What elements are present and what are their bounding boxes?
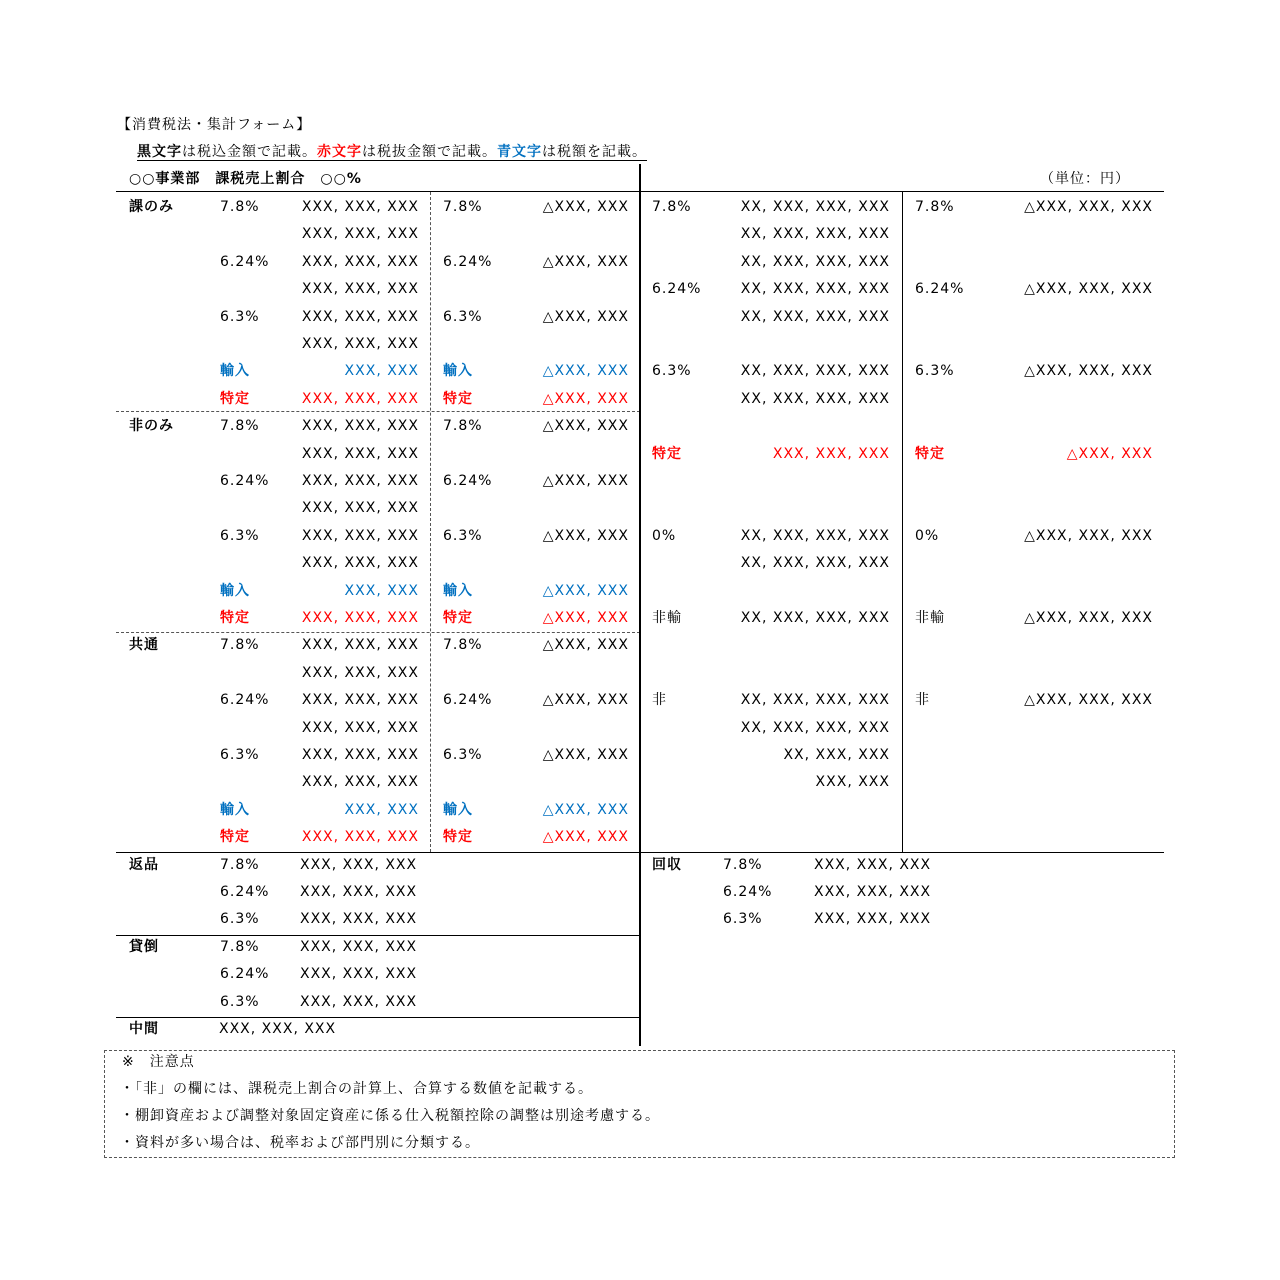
amount-incl: XXX, XXX, XXX	[301, 500, 419, 517]
amount-tax: △XXX, XXX, XXX	[1024, 281, 1153, 298]
amount-value: XXX, XXX, XXX	[300, 856, 418, 873]
amount-incl: XXX, XXX, XXX	[301, 199, 419, 215]
amount-incl: XXX, XXX, XXX	[301, 774, 419, 791]
amount-tax: △XXX, XXX	[542, 610, 629, 626]
amount-incl: XX, XXX, XXX, XXX	[740, 527, 890, 544]
rate-label: 非	[915, 692, 930, 709]
rate-label: 6.24%	[220, 473, 270, 489]
amount-incl: XXX, XXX, XXX	[301, 390, 419, 407]
legend-blue-desc: は税額を記載。	[542, 144, 647, 160]
rate-label: 7.8%	[443, 418, 483, 435]
unit-label: （単位：円）	[1040, 171, 1130, 187]
notes-title: ※ 注意点	[122, 1054, 195, 1070]
rate-label: 特定	[443, 829, 473, 846]
section-label: 非のみ	[129, 418, 174, 435]
amount-tax: △XXX, XXX	[542, 253, 629, 270]
rate-label: 6.3%	[443, 527, 483, 544]
rate-label: 特定	[220, 829, 250, 846]
amount-value: XXX, XXX, XXX	[219, 1021, 337, 1037]
amount-incl: XX, XXX, XXX, XXX	[740, 390, 890, 407]
rate-label: 特定	[915, 445, 945, 462]
color-legend	[137, 145, 647, 161]
dept-line: ○○事業部 課税売上割合 ○○%	[129, 171, 362, 187]
rate-label: 0%	[915, 527, 940, 544]
legend-blue-word: 青文字	[497, 144, 542, 160]
legend-red-desc: は税抜金額で記載。	[362, 144, 497, 160]
grid-vline	[430, 192, 431, 852]
rate-label: 非輸	[915, 610, 945, 626]
amount-incl: XXX, XXX, XXX	[301, 829, 419, 846]
amount-tax: △XXX, XXX	[542, 801, 629, 818]
rate-label: 6.24%	[443, 473, 493, 489]
rate-label: 7.8%	[443, 199, 483, 215]
rate-label: 特定	[443, 390, 473, 407]
rate-label: 6.3%	[220, 308, 260, 325]
amount-tax: △XXX, XXX	[542, 747, 629, 763]
rate-label: 0%	[652, 527, 677, 544]
amount-incl: XXX, XXX, XXX	[301, 719, 419, 736]
amount-incl: XXX, XXX, XXX	[301, 253, 419, 270]
rate-label: 6.24%	[915, 281, 965, 298]
section-label: 課のみ	[129, 199, 174, 215]
amount-incl: XXX, XXX, XXX	[301, 226, 419, 243]
rate-label: 非輸	[652, 610, 682, 626]
amount-tax: △XXX, XXX	[542, 308, 629, 325]
rate-label: 6.3%	[915, 363, 955, 380]
amount-tax: △XXX, XXX	[542, 527, 629, 544]
note-item: ・棚卸資産および調整対象固定資産に係る仕入税額控除の調整は別途考慮する。	[120, 1108, 660, 1124]
legend-black-desc: は税込金額で記載。	[182, 144, 317, 160]
rate-label: 特定	[220, 390, 250, 407]
legend-red-word: 赤文字	[317, 144, 362, 160]
grid-hline	[116, 935, 640, 936]
rate-label: 輸入	[220, 363, 250, 380]
amount-incl: XXX, XXX, XXX	[301, 692, 419, 709]
amount-incl: XXX, XXX, XXX	[301, 610, 419, 626]
section-label: 中間	[129, 1021, 159, 1037]
amount-tax: △XXX, XXX, XXX	[1024, 610, 1153, 626]
amount-value: XXX, XXX, XXX	[300, 993, 418, 1010]
rate-label: 6.3%	[220, 993, 260, 1010]
amount-tax: △XXX, XXX, XXX	[1024, 527, 1153, 544]
section-label: 返品	[129, 856, 159, 873]
amount-tax: △XXX, XXX	[542, 692, 629, 709]
rate-label: 7.8%	[220, 938, 260, 955]
amount-tax: △XXX, XXX	[542, 637, 629, 654]
amount-incl: XXX, XXX, XXX	[301, 664, 419, 681]
amount-incl: XXX, XXX, XXX	[301, 336, 419, 352]
amount-incl: XXX, XXX	[344, 801, 419, 818]
rate-label: 6.3%	[443, 747, 483, 763]
amount-incl: XXX, XXX, XXX	[301, 747, 419, 763]
amount-tax: △XXX, XXX	[542, 390, 629, 407]
amount-tax: △XXX, XXX	[542, 363, 629, 380]
rate-label: 7.8%	[723, 856, 763, 873]
amount-incl: XXX, XXX	[344, 363, 419, 380]
amount-tax: △XXX, XXX	[542, 199, 629, 215]
amount-tax: △XXX, XXX	[542, 473, 629, 489]
amount-tax: △XXX, XXX	[542, 582, 629, 599]
grid-vline	[902, 192, 903, 852]
amount-incl: XX, XXX, XXX, XXX	[740, 199, 890, 215]
rate-label: 輸入	[443, 363, 473, 380]
grid-hline	[116, 632, 640, 633]
amount-incl: XXX, XXX, XXX	[772, 445, 890, 462]
amount-value: XXX, XXX, XXX	[300, 911, 418, 928]
grid-hline	[116, 411, 640, 412]
rate-label: 特定	[652, 445, 682, 462]
amount-incl: XXX, XXX, XXX	[301, 555, 419, 572]
rate-label: 6.24%	[220, 253, 270, 270]
rate-label: 7.8%	[443, 637, 483, 654]
amount-incl: XXX, XXX, XXX	[301, 281, 419, 298]
form-title: 【消費税法・集計フォーム】	[117, 117, 312, 133]
amount-incl: XX, XXX, XXX, XXX	[740, 610, 890, 626]
rate-label: 6.24%	[443, 253, 493, 270]
amount-value: XXX, XXX, XXX	[300, 966, 418, 983]
amount-incl: XX, XXX, XXX, XXX	[740, 281, 890, 298]
amount-incl: XXX, XXX	[344, 582, 419, 599]
rate-label: 7.8%	[220, 418, 260, 435]
rate-label: 6.3%	[220, 747, 260, 763]
rate-label: 7.8%	[220, 199, 260, 215]
rate-label: 6.3%	[652, 363, 692, 380]
amount-value: XXX, XXX, XXX	[814, 856, 932, 873]
amount-incl: XXX, XXX	[815, 774, 890, 791]
amount-incl: XX, XXX, XXX, XXX	[740, 308, 890, 325]
amount-tax: △XXX, XXX, XXX	[1024, 363, 1153, 380]
amount-value: XXX, XXX, XXX	[814, 911, 932, 928]
amount-tax: △XXX, XXX, XXX	[1024, 692, 1153, 709]
amount-tax: △XXX, XXX, XXX	[1024, 199, 1153, 215]
amount-incl: XX, XXX, XXX, XXX	[740, 363, 890, 380]
amount-value: XXX, XXX, XXX	[300, 884, 418, 900]
rate-label: 6.24%	[723, 884, 773, 900]
amount-incl: XXX, XXX, XXX	[301, 473, 419, 489]
amount-incl: XXX, XXX, XXX	[301, 418, 419, 435]
rate-label: 6.24%	[443, 692, 493, 709]
grid-hline	[116, 1017, 640, 1018]
rate-label: 特定	[220, 610, 250, 626]
rate-label: 6.24%	[220, 884, 270, 900]
rate-label: 輸入	[220, 582, 250, 599]
rate-label: 6.24%	[652, 281, 702, 298]
note-item: ・「非」の欄には、課税売上割合の計算上、合算する数値を記載する。	[120, 1081, 593, 1097]
amount-incl: XXX, XXX, XXX	[301, 527, 419, 544]
amount-tax: △XXX, XXX	[542, 418, 629, 435]
rate-label: 輸入	[443, 801, 473, 818]
amount-incl: XX, XXX, XXX, XXX	[740, 226, 890, 243]
section-label: 回収	[652, 856, 682, 873]
amount-incl: XX, XXX, XXX, XXX	[740, 253, 890, 270]
section-label: 共通	[129, 637, 159, 654]
rate-label: 6.24%	[220, 692, 270, 709]
rate-label: 6.3%	[220, 527, 260, 544]
amount-value: XXX, XXX, XXX	[300, 938, 418, 955]
amount-incl: XX, XXX, XXX	[783, 747, 890, 763]
rate-label: 輸入	[220, 801, 250, 818]
grid-vline	[639, 164, 641, 1046]
amount-incl: XX, XXX, XXX, XXX	[740, 555, 890, 572]
rate-label: 7.8%	[652, 199, 692, 215]
rate-label: 6.3%	[723, 911, 763, 928]
amount-incl: XX, XXX, XXX, XXX	[740, 692, 890, 709]
rate-label: 非	[652, 692, 667, 709]
rate-label: 7.8%	[915, 199, 955, 215]
rate-label: 7.8%	[220, 856, 260, 873]
rate-label: 輸入	[443, 582, 473, 599]
rate-label: 特定	[443, 610, 473, 626]
rate-label: 7.8%	[220, 637, 260, 654]
amount-incl: XXX, XXX, XXX	[301, 445, 419, 462]
note-item: ・資料が多い場合は、税率および部門別に分類する。	[120, 1135, 480, 1151]
rate-label: 6.24%	[220, 966, 270, 983]
amount-incl: XXX, XXX, XXX	[301, 308, 419, 325]
rate-label: 6.3%	[220, 911, 260, 928]
amount-incl: XX, XXX, XXX, XXX	[740, 719, 890, 736]
amount-tax: △XXX, XXX	[542, 829, 629, 846]
legend-black-word: 黒文字	[137, 144, 182, 160]
amount-value: XXX, XXX, XXX	[814, 884, 932, 900]
amount-incl: XXX, XXX, XXX	[301, 637, 419, 654]
amount-tax: △XXX, XXX	[1066, 445, 1153, 462]
section-label: 貸倒	[129, 938, 159, 955]
rate-label: 6.3%	[443, 308, 483, 325]
